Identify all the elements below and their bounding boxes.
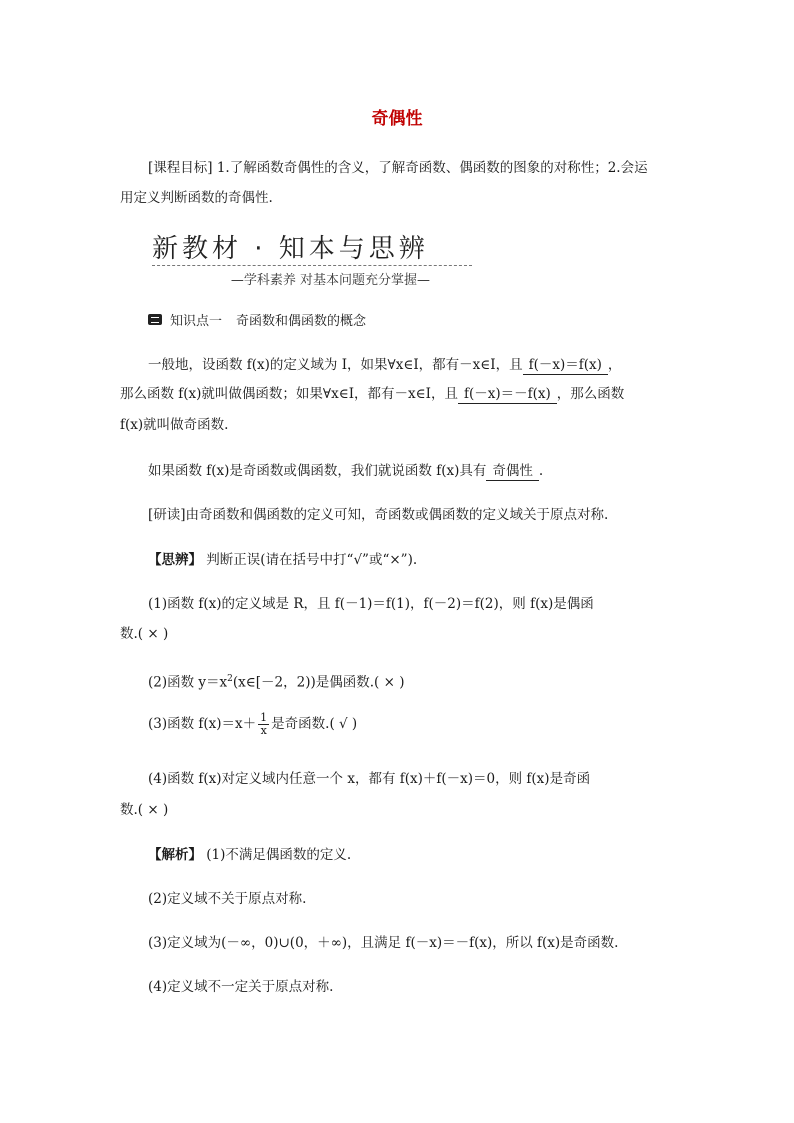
think-prompt: 判断正误(请在括号中打“√”或“×”). bbox=[202, 552, 418, 568]
question-4-line-1: (4)函数 f(x)对定义域内任意一个 x，都有 f(x)＋f(－x)＝0，则 f(x)是奇函 bbox=[148, 771, 591, 787]
knowledge-point-heading bbox=[148, 310, 366, 329]
banner-title: 新教材 · 知本与思辨 bbox=[152, 234, 429, 264]
banner-divider bbox=[152, 265, 472, 266]
section-banner bbox=[152, 233, 472, 288]
parity-text: 如果函数 f(x)是奇函数或偶函数，我们就说函数 f(x)具有 bbox=[148, 463, 487, 479]
answer-blank-parity: 奇偶性 bbox=[486, 463, 539, 481]
question-3 bbox=[148, 712, 708, 737]
knowledge-point-label: 知识点一 bbox=[170, 314, 223, 329]
definition-text: 那么函数 f(x)就叫做偶函数；如果∀x∈I，都有－x∈I，且 bbox=[120, 386, 458, 402]
objective-line-2: 用定义判断函数的奇偶性. bbox=[120, 190, 273, 206]
think-tag: 【思辨】 bbox=[148, 552, 202, 568]
question-1-line-1: (1)函数 f(x)的定义域是 R，且 f(－1)＝f(1)，f(－2)＝f(2)，则 f(x)是偶函 bbox=[148, 596, 594, 612]
page-title: 奇偶性 bbox=[371, 109, 423, 129]
fraction bbox=[258, 712, 269, 737]
analysis-tag: 【解析】 bbox=[148, 847, 202, 863]
question-2 bbox=[148, 669, 708, 693]
answer-blank-odd: f(－x)＝－f(x) bbox=[458, 386, 557, 404]
banner-subtitle: —学科素养 对基本问题充分掌握— bbox=[230, 273, 430, 288]
fraction-numerator: 1 bbox=[260, 711, 268, 724]
question-4-line-2: 数.( × ) bbox=[120, 802, 169, 818]
question-1-line-2: 数.( × ) bbox=[120, 626, 169, 642]
think-heading bbox=[148, 550, 708, 570]
question-text: (2)函数 y＝x bbox=[148, 674, 228, 691]
question-text: (3)函数 f(x)＝x＋ bbox=[148, 716, 257, 732]
definition-line-2 bbox=[120, 384, 680, 404]
fraction-denominator: x bbox=[260, 724, 267, 737]
analysis-line-4: (4)定义域不一定关于原点对称. bbox=[148, 979, 334, 995]
book-icon bbox=[148, 314, 162, 325]
analysis-text: (1)不满足偶函数的定义. bbox=[202, 847, 352, 863]
definition-text: ， bbox=[607, 357, 622, 373]
question-text: 是奇函数.( √ ) bbox=[271, 716, 358, 732]
definition-line-1 bbox=[148, 355, 708, 375]
analysis-line-3: (3)定义域为(－∞，0)∪(0，＋∞)，且满足 f(－x)＝－f(x)，所以 f(x)是奇函数. bbox=[148, 935, 619, 951]
knowledge-point-topic: 奇函数和偶函数的概念 bbox=[236, 314, 367, 329]
definition-line-3: f(x)就叫做奇函数. bbox=[120, 417, 229, 433]
analysis-line-1 bbox=[148, 845, 708, 865]
parity-text: . bbox=[538, 463, 544, 479]
definition-text: ，那么函数 bbox=[556, 386, 625, 402]
answer-blank-even: f(－x)＝f(x) bbox=[523, 357, 608, 375]
parity-line bbox=[148, 461, 708, 481]
exponent: 2 bbox=[227, 674, 233, 684]
question-text: (x∈[－2，2))是偶函数.( × ) bbox=[232, 674, 405, 691]
objective-line-1: [课程目标] 1.了解函数奇偶性的含义，了解奇函数、偶函数的图象的对称性；2.会运 bbox=[148, 160, 648, 176]
study-note: [研读]由奇函数和偶函数的定义可知，奇函数或偶函数的定义域关于原点对称. bbox=[148, 507, 609, 523]
definition-text: 一般地，设函数 f(x)的定义域为 I，如果∀x∈I，都有－x∈I，且 bbox=[148, 357, 523, 373]
analysis-line-2: (2)定义域不关于原点对称. bbox=[148, 891, 307, 907]
